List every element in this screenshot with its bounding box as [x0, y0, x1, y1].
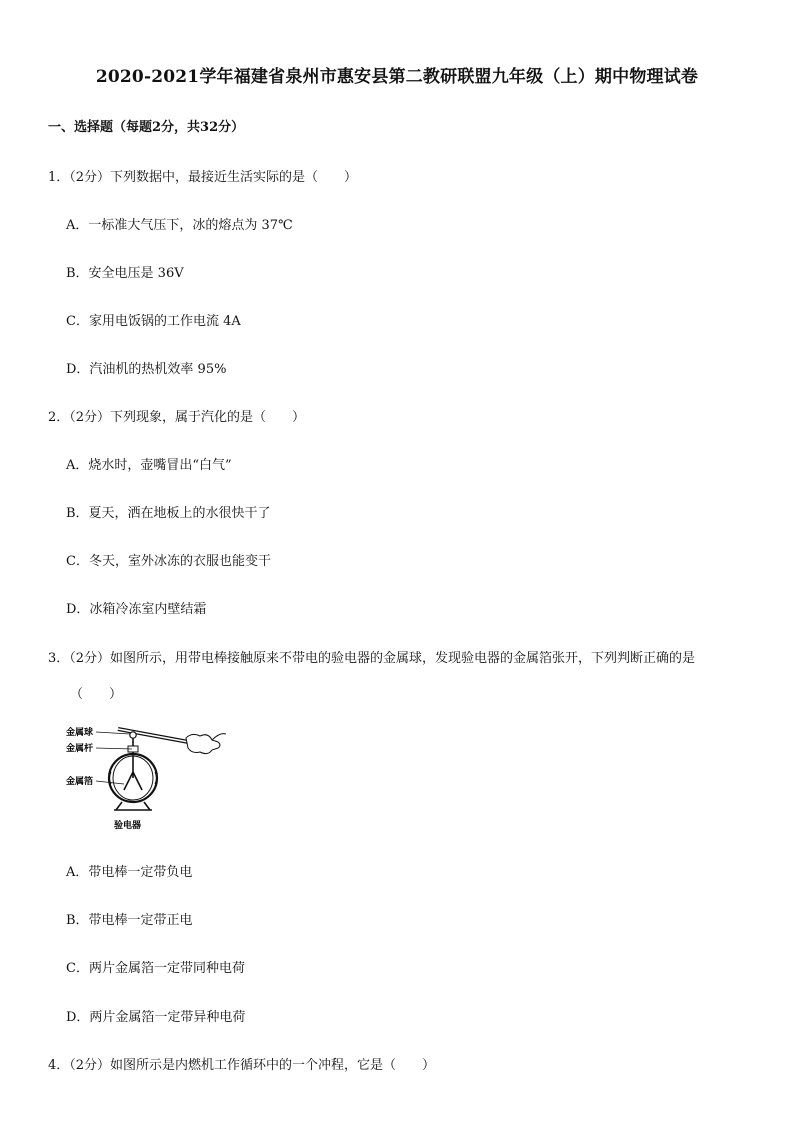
question-2-option-c: C．冬天，室外冰冻的衣服也能变干 [66, 554, 271, 569]
question-3-stem-continuation: （ ） [70, 687, 123, 702]
electroscope-diagram [66, 720, 226, 838]
question-3-option-a: A．带电棒一定带负电 [66, 865, 193, 880]
figure-caption: 验电器 [114, 821, 142, 831]
question-1-option-a: A．一标准大气压下，冰的熔点为 37℃ [66, 218, 293, 233]
question-4-stem: 4．（2分）如图所示是内燃机工作循环中的一个冲程，它是（ ） [48, 1058, 436, 1073]
question-2-option-a: A．烧水时，壶嘴冒出“白气” [66, 458, 232, 473]
question-1-option-b: B．安全电压是 36V [66, 266, 184, 281]
label-metal-foil: 金属箔 [66, 777, 94, 787]
question-3-stem: 3．（2分）如图所示，用带电棒接触原来不带电的验电器的金属球，发现验电器的金属箔张开，下列判断正确的是 [48, 651, 696, 666]
label-metal-rod: 金属杆 [66, 744, 94, 754]
question-1-option-d: D．汽油机的热机效率 95% [66, 362, 227, 377]
question-2-option-d: D．冰箱冷冻室内壁结霜 [66, 602, 207, 617]
question-3-option-c: C．两片金属箔一定带同种电荷 [66, 961, 245, 976]
metal-foil-right [133, 772, 142, 790]
question-2-option-b: B．夏天，洒在地板上的水很快干了 [66, 506, 271, 521]
question-1-option-c: C．家用电饭锅的工作电流 4A [66, 314, 241, 329]
question-1-stem: 1．（2分）下列数据中，最接近生活实际的是（ ） [48, 170, 358, 185]
question-2-stem: 2．（2分）下列现象，属于汽化的是（ ） [48, 410, 306, 425]
question-3-option-b: B．带电棒一定带正电 [66, 913, 193, 928]
metal-foil-left [124, 772, 133, 790]
exam-title: 2020-2021学年福建省泉州市惠安县第二教研联盟九年级（上）期中物理试卷 [95, 67, 699, 87]
electroscope-figure [66, 720, 226, 838]
label-metal-ball: 金属球 [66, 728, 94, 738]
question-3-option-d: D．两片金属箔一定带异种电荷 [66, 1010, 246, 1025]
metal-ball [130, 732, 136, 738]
section-heading: 一、选择题（每题2分，共32分） [48, 120, 245, 135]
